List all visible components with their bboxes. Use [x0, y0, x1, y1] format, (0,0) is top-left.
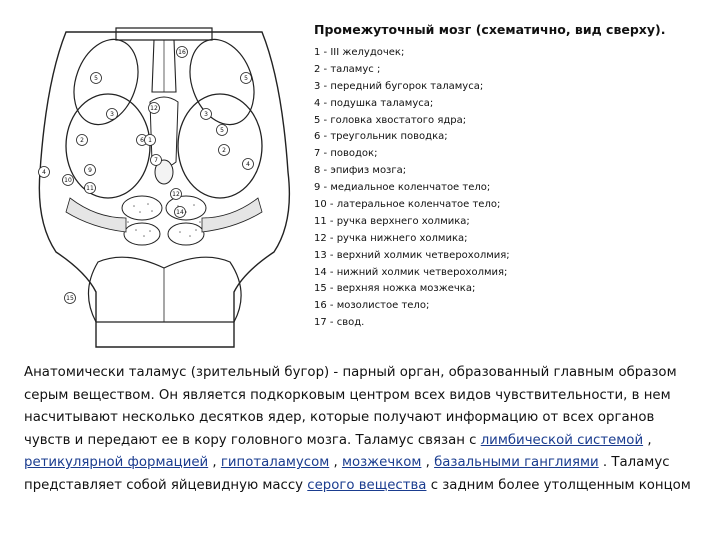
link-reticular-formation[interactable]: ретикулярной формацией	[24, 455, 209, 470]
svg-text:6: 6	[140, 137, 144, 145]
legend-item: 15 - верхняя ножка мозжечка;	[314, 283, 476, 295]
separator: ,	[421, 455, 435, 470]
callout-15	[65, 293, 76, 304]
callout-4b	[243, 159, 254, 170]
caudate-head-left	[63, 30, 149, 133]
callout-16	[177, 47, 188, 58]
paragraph-text: . Таламус представляет собой яйцевидную массу	[24, 455, 670, 493]
tectum-region	[121, 196, 207, 245]
svg-text:3: 3	[204, 111, 208, 119]
paragraph-text: Анатомически таламус (зрительный бугор) - парный орган, образованный главным образом серым веществом. Он является подкорковым центром всех видов чувствительности, в нем насчитывают несколько десятков ядер, которые получают информацию от всех органов чувств и передают ее в кору головного мозга. Таламус связан с	[24, 365, 677, 448]
callout-11	[85, 183, 96, 194]
svg-text:7: 7	[154, 157, 158, 165]
callout-5b	[241, 73, 252, 84]
legend-item: 12 - ручка нижнего холмика;	[314, 232, 468, 244]
callout-4a	[39, 167, 50, 178]
svg-text:1: 1	[148, 137, 152, 145]
caudate-head-right	[179, 30, 265, 133]
svg-text:16: 16	[178, 49, 186, 57]
legend-item: 8 - эпифиз мозга;	[314, 165, 407, 177]
legend-item: 2 - таламус ;	[314, 63, 381, 75]
svg-text:11: 11	[86, 185, 94, 193]
link-hypothalamus[interactable]: гипоталамусом	[220, 455, 330, 470]
svg-text:5: 5	[94, 75, 98, 83]
callout-10	[63, 175, 74, 186]
legend-item: 10 - латеральное коленчатое тело;	[314, 199, 501, 211]
callout-3a	[107, 109, 118, 120]
svg-text:3: 3	[110, 111, 114, 119]
brain-diagram	[26, 22, 302, 354]
svg-text:15: 15	[66, 295, 74, 303]
svg-text:9: 9	[88, 167, 92, 175]
callout-12b	[171, 189, 182, 200]
callout-7	[151, 155, 162, 166]
svg-text:10: 10	[64, 177, 72, 185]
callout-1	[145, 135, 156, 146]
svg-text:5: 5	[244, 75, 248, 83]
legend-item: 11 - ручка верхнего холмика;	[314, 215, 470, 227]
callout-9	[85, 165, 96, 176]
callout-14	[175, 207, 186, 218]
separator: ,	[208, 455, 221, 470]
callout-2a	[77, 135, 88, 146]
callout-5c	[217, 125, 228, 136]
link-basal-ganglia[interactable]: базальными ганглиями	[434, 455, 599, 470]
svg-text:4: 4	[42, 169, 46, 177]
legend-item: 16 - мозолистое тело;	[314, 300, 430, 312]
thalamus-description	[24, 362, 704, 497]
legend-list	[314, 45, 714, 332]
figure-legend	[314, 22, 714, 332]
link-cerebellum[interactable]: мозжечком	[341, 455, 422, 470]
svg-text:12: 12	[150, 105, 158, 113]
link-limbic-system[interactable]: лимбической системой	[480, 432, 644, 448]
svg-text:14: 14	[176, 209, 184, 217]
legend-item: 4 - подушка таламуса;	[314, 97, 434, 109]
paragraph-text: с задним более утолщенным концом	[426, 477, 691, 493]
legend-item: 9 - медиальное коленчатое тело;	[314, 182, 491, 194]
legend-item: 7 - поводок;	[314, 148, 378, 160]
link-grey-matter[interactable]: серого вещества	[307, 477, 427, 493]
cerebellum	[88, 257, 241, 322]
corpus-callosum	[116, 28, 212, 40]
svg-text:5: 5	[220, 127, 224, 135]
legend-item: 3 - передний бугорок таламуса;	[314, 80, 484, 92]
diencephalon-illustration	[26, 22, 302, 354]
thalamus-left	[66, 94, 150, 198]
callout-2b	[219, 145, 230, 156]
callout-12a	[149, 103, 160, 114]
legend-item: 6 - треугольник поводка;	[314, 131, 448, 143]
svg-text:2: 2	[80, 137, 84, 145]
separator: ,	[329, 455, 342, 470]
svg-text:2: 2	[222, 147, 226, 155]
legend-item: 1 - III желудочек;	[314, 47, 405, 58]
legend-title: Промежуточный мозг (схематично, вид сверху).	[314, 22, 666, 37]
svg-text:4: 4	[246, 161, 250, 169]
svg-text:12: 12	[172, 191, 180, 199]
callout-5a	[91, 73, 102, 84]
legend-item: 5 - головка хвостатого ядра;	[314, 114, 467, 126]
separator: ,	[643, 432, 652, 448]
legend-item: 14 - нижний холмик четверохолмия;	[314, 266, 508, 278]
callout-3b	[201, 109, 212, 120]
legend-item: 17 - свод.	[314, 317, 365, 329]
legend-item: 13 - верхний холмик четверохолмия;	[314, 249, 510, 261]
